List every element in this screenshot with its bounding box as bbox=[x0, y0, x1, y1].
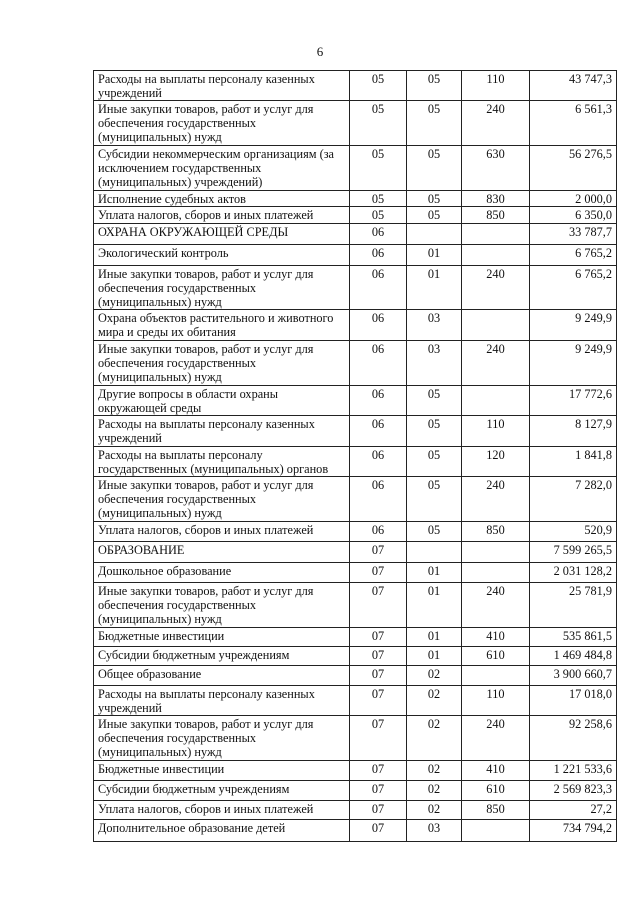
row-expense-type-code: 240 bbox=[462, 101, 530, 146]
row-amount: 43 747,3 bbox=[530, 71, 617, 101]
row-subsection-code: 01 bbox=[407, 647, 462, 666]
row-name: Дополнительное образование детей bbox=[94, 820, 350, 842]
row-name: Иные закупки товаров, работ и услуг для обеспечения государственных (муниципальных) нужд bbox=[94, 477, 350, 522]
row-name: Расходы на выплаты персоналу казенных учреждений bbox=[94, 686, 350, 716]
row-subsection-code: 02 bbox=[407, 781, 462, 801]
table-row bbox=[94, 781, 617, 801]
row-subsection-code: 02 bbox=[407, 716, 462, 761]
row-name: Дошкольное образование bbox=[94, 563, 350, 583]
row-expense-type-code: 850 bbox=[462, 801, 530, 820]
row-expense-type-code: 850 bbox=[462, 522, 530, 542]
row-name: Иные закупки товаров, работ и услуг для обеспечения государственных (муниципальных) нужд bbox=[94, 583, 350, 628]
table-row bbox=[94, 801, 617, 820]
table-row bbox=[94, 628, 617, 647]
page-number: 6 bbox=[316, 44, 324, 59]
table-row bbox=[94, 686, 617, 716]
row-subsection-code: 01 bbox=[407, 583, 462, 628]
row-amount: 6 765,2 bbox=[530, 266, 617, 310]
row-subsection-code: 01 bbox=[407, 628, 462, 647]
row-name: Расходы на выплаты персоналу государственных (муниципальных) органов bbox=[94, 447, 350, 477]
table-row bbox=[94, 310, 617, 341]
table-row bbox=[94, 146, 617, 191]
row-name: Расходы на выплаты персоналу казенных учреждений bbox=[94, 416, 350, 447]
row-expense-type-code: 850 bbox=[462, 207, 530, 224]
row-section-code: 05 bbox=[350, 191, 407, 207]
row-amount: 56 276,5 bbox=[530, 146, 617, 191]
row-section-code: 06 bbox=[350, 477, 407, 522]
row-subsection-code: 05 bbox=[407, 386, 462, 416]
row-section-code: 05 bbox=[350, 101, 407, 146]
row-section-code: 07 bbox=[350, 686, 407, 716]
row-name: Иные закупки товаров, работ и услуг для обеспечения государственных (муниципальных) нужд bbox=[94, 101, 350, 146]
row-section-code: 06 bbox=[350, 522, 407, 542]
row-amount: 3 900 660,7 bbox=[530, 666, 617, 686]
table-row bbox=[94, 341, 617, 386]
row-expense-type-code: 240 bbox=[462, 583, 530, 628]
row-subsection-code: 02 bbox=[407, 801, 462, 820]
row-expense-type-code bbox=[462, 563, 530, 583]
row-name: Бюджетные инвестиции bbox=[94, 628, 350, 647]
row-section-code: 05 bbox=[350, 71, 407, 101]
budget-table-body bbox=[94, 71, 617, 842]
table-row bbox=[94, 207, 617, 224]
row-name: Общее образование bbox=[94, 666, 350, 686]
row-expense-type-code bbox=[462, 666, 530, 686]
row-subsection-code: 05 bbox=[407, 447, 462, 477]
row-subsection-code: 05 bbox=[407, 71, 462, 101]
row-subsection-code: 02 bbox=[407, 686, 462, 716]
row-subsection-code: 03 bbox=[407, 341, 462, 386]
row-subsection-code: 03 bbox=[407, 820, 462, 842]
row-expense-type-code bbox=[462, 245, 530, 266]
table-row bbox=[94, 477, 617, 522]
row-amount: 8 127,9 bbox=[530, 416, 617, 447]
row-name: Субсидии бюджетным учреждениям bbox=[94, 781, 350, 801]
row-amount: 25 781,9 bbox=[530, 583, 617, 628]
row-name: Уплата налогов, сборов и иных платежей bbox=[94, 207, 350, 224]
table-row bbox=[94, 416, 617, 447]
row-amount: 92 258,6 bbox=[530, 716, 617, 761]
table-row bbox=[94, 101, 617, 146]
row-section-code: 05 bbox=[350, 207, 407, 224]
row-expense-type-code: 830 bbox=[462, 191, 530, 207]
row-section-code: 05 bbox=[350, 146, 407, 191]
row-amount: 9 249,9 bbox=[530, 310, 617, 341]
row-amount: 17 018,0 bbox=[530, 686, 617, 716]
table-row bbox=[94, 224, 617, 245]
row-section-code: 07 bbox=[350, 801, 407, 820]
row-subsection-code: 05 bbox=[407, 146, 462, 191]
row-amount: 9 249,9 bbox=[530, 341, 617, 386]
row-name: Иные закупки товаров, работ и услуг для обеспечения государственных (муниципальных) нужд bbox=[94, 716, 350, 761]
row-subsection-code: 02 bbox=[407, 761, 462, 781]
row-name: Другие вопросы в области охраны окружающей среды bbox=[94, 386, 350, 416]
row-subsection-code: 03 bbox=[407, 310, 462, 341]
row-section-code: 07 bbox=[350, 583, 407, 628]
row-amount: 6 561,3 bbox=[530, 101, 617, 146]
row-subsection-code: 05 bbox=[407, 522, 462, 542]
table-row bbox=[94, 71, 617, 101]
table-row bbox=[94, 716, 617, 761]
row-section-code: 07 bbox=[350, 820, 407, 842]
table-row bbox=[94, 447, 617, 477]
row-name: Уплата налогов, сборов и иных платежей bbox=[94, 801, 350, 820]
table-row bbox=[94, 666, 617, 686]
row-expense-type-code: 410 bbox=[462, 761, 530, 781]
table-row bbox=[94, 820, 617, 842]
row-name: Иные закупки товаров, работ и услуг для обеспечения государственных (муниципальных) нужд bbox=[94, 266, 350, 310]
table-row bbox=[94, 266, 617, 310]
row-expense-type-code: 630 bbox=[462, 146, 530, 191]
row-amount: 1 469 484,8 bbox=[530, 647, 617, 666]
row-section-code: 06 bbox=[350, 447, 407, 477]
row-section-code: 07 bbox=[350, 716, 407, 761]
row-subsection-code: 05 bbox=[407, 101, 462, 146]
row-expense-type-code: 110 bbox=[462, 71, 530, 101]
row-expense-type-code bbox=[462, 542, 530, 563]
row-name: ОХРАНА ОКРУЖАЮЩЕЙ СРЕДЫ bbox=[94, 224, 350, 245]
row-expense-type-code bbox=[462, 310, 530, 341]
row-expense-type-code: 110 bbox=[462, 686, 530, 716]
row-section-code: 07 bbox=[350, 761, 407, 781]
row-name: Уплата налогов, сборов и иных платежей bbox=[94, 522, 350, 542]
row-subsection-code: 01 bbox=[407, 266, 462, 310]
row-amount: 2 031 128,2 bbox=[530, 563, 617, 583]
row-section-code: 06 bbox=[350, 341, 407, 386]
row-expense-type-code: 240 bbox=[462, 477, 530, 522]
row-section-code: 07 bbox=[350, 666, 407, 686]
row-amount: 2 000,0 bbox=[530, 191, 617, 207]
row-section-code: 06 bbox=[350, 310, 407, 341]
table-row bbox=[94, 583, 617, 628]
table-row bbox=[94, 386, 617, 416]
row-subsection-code bbox=[407, 224, 462, 245]
row-name: Иные закупки товаров, работ и услуг для обеспечения государственных (муниципальных) нужд bbox=[94, 341, 350, 386]
row-name: ОБРАЗОВАНИЕ bbox=[94, 542, 350, 563]
row-section-code: 06 bbox=[350, 386, 407, 416]
row-subsection-code: 05 bbox=[407, 207, 462, 224]
row-amount: 2 569 823,3 bbox=[530, 781, 617, 801]
row-name: Исполнение судебных актов bbox=[94, 191, 350, 207]
row-name: Субсидии бюджетным учреждениям bbox=[94, 647, 350, 666]
row-section-code: 06 bbox=[350, 416, 407, 447]
row-expense-type-code bbox=[462, 224, 530, 245]
table-row bbox=[94, 522, 617, 542]
row-expense-type-code: 240 bbox=[462, 341, 530, 386]
table-row bbox=[94, 191, 617, 207]
row-subsection-code: 02 bbox=[407, 666, 462, 686]
row-amount: 535 861,5 bbox=[530, 628, 617, 647]
row-name: Расходы на выплаты персоналу казенных учреждений bbox=[94, 71, 350, 101]
row-section-code: 06 bbox=[350, 245, 407, 266]
row-name: Охрана объектов растительного и животного мира и среды их обитания bbox=[94, 310, 350, 341]
row-subsection-code: 05 bbox=[407, 416, 462, 447]
row-subsection-code: 05 bbox=[407, 191, 462, 207]
row-expense-type-code: 410 bbox=[462, 628, 530, 647]
row-amount: 1 841,8 bbox=[530, 447, 617, 477]
row-subsection-code: 05 bbox=[407, 477, 462, 522]
row-name: Экологический контроль bbox=[94, 245, 350, 266]
row-section-code: 07 bbox=[350, 628, 407, 647]
row-section-code: 07 bbox=[350, 563, 407, 583]
row-section-code: 06 bbox=[350, 266, 407, 310]
row-subsection-code: 01 bbox=[407, 245, 462, 266]
table-row bbox=[94, 647, 617, 666]
row-amount: 33 787,7 bbox=[530, 224, 617, 245]
row-section-code: 07 bbox=[350, 647, 407, 666]
row-amount: 6 350,0 bbox=[530, 207, 617, 224]
row-expense-type-code: 110 bbox=[462, 416, 530, 447]
row-amount: 27,2 bbox=[530, 801, 617, 820]
row-amount: 17 772,6 bbox=[530, 386, 617, 416]
row-name: Субсидии некоммерческим организациям (за исключением государственных (муниципальных) учреждений) bbox=[94, 146, 350, 191]
row-amount: 734 794,2 bbox=[530, 820, 617, 842]
row-expense-type-code bbox=[462, 386, 530, 416]
row-amount: 1 221 533,6 bbox=[530, 761, 617, 781]
row-expense-type-code: 240 bbox=[462, 716, 530, 761]
row-amount: 7 282,0 bbox=[530, 477, 617, 522]
row-expense-type-code: 240 bbox=[462, 266, 530, 310]
row-subsection-code: 01 bbox=[407, 563, 462, 583]
row-subsection-code bbox=[407, 542, 462, 563]
budget-table bbox=[93, 70, 617, 842]
row-expense-type-code: 610 bbox=[462, 647, 530, 666]
row-section-code: 07 bbox=[350, 542, 407, 563]
row-expense-type-code: 120 bbox=[462, 447, 530, 477]
row-expense-type-code: 610 bbox=[462, 781, 530, 801]
row-amount: 520,9 bbox=[530, 522, 617, 542]
row-amount: 6 765,2 bbox=[530, 245, 617, 266]
row-section-code: 07 bbox=[350, 781, 407, 801]
table-row bbox=[94, 761, 617, 781]
row-amount: 7 599 265,5 bbox=[530, 542, 617, 563]
table-row bbox=[94, 245, 617, 266]
table-row bbox=[94, 542, 617, 563]
table-row bbox=[94, 563, 617, 583]
row-expense-type-code bbox=[462, 820, 530, 842]
row-section-code: 06 bbox=[350, 224, 407, 245]
row-name: Бюджетные инвестиции bbox=[94, 761, 350, 781]
